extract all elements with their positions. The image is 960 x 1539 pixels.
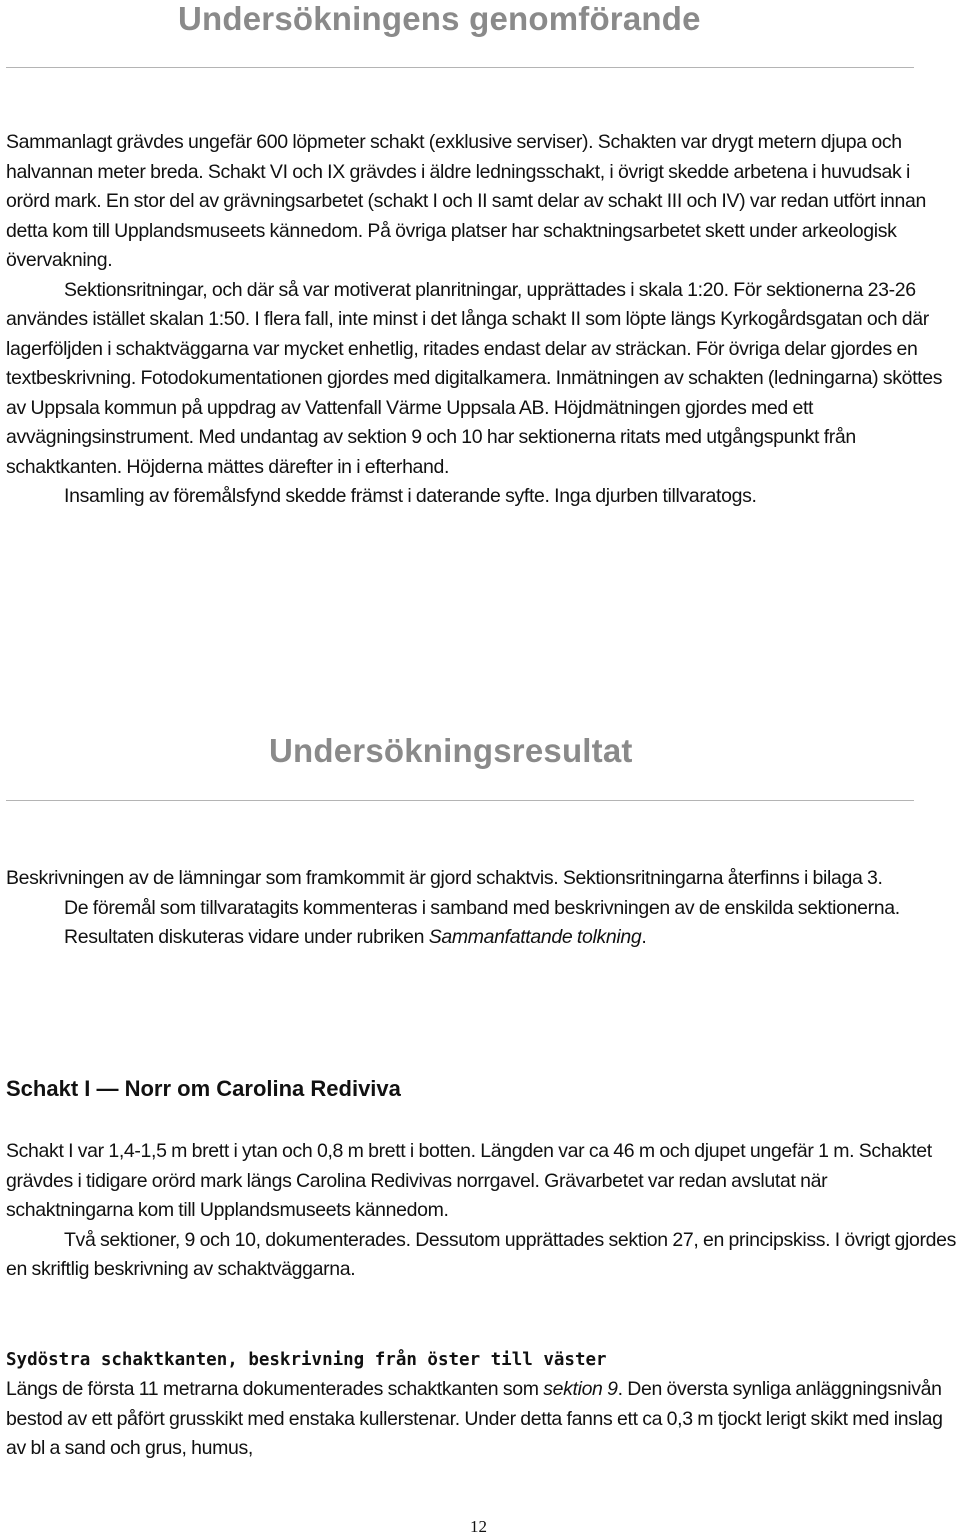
- paragraph: [6, 1375, 958, 1464]
- page-number: 12: [470, 1517, 487, 1536]
- paragraph: Insamling av föremålsfynd skedde främst i daterande syfte. Inga djurben tillvaratogs.: [64, 485, 757, 507]
- paragraph: Två sektioner, 9 och 10, dokumenterades. Dessutom upprättades sektion 27, en principskiss. I övrigt gjordes en skriftlig beskrivning av schaktväggarna.: [6, 1228, 957, 1280]
- paragraph: Schakt I var 1,4-1,5 m brett i ytan och 0,8 m brett i botten. Längden var ca 46 m och djupet ungefär 1 m. Schaktet grävdes i tidigare orörd mark längs Carolina Redivivas norrgavel. Grävarbetet var redan avslutat när schaktningarna kom till Upplandsmuseets kännedom.: [6, 1140, 932, 1221]
- paragraph: De föremål som tillvaratagits kommenteras i samband med beskrivningen av de enskilda sektionerna.: [64, 896, 900, 919]
- paragraph-text: Längs de första 11 metrarna dokumenterades schaktkanten som: [6, 1378, 544, 1400]
- resultat-body: [6, 864, 958, 953]
- section-reference: sektion 9: [543, 1378, 618, 1400]
- subsection-heading-schakt-1: Schakt I — Norr om Carolina Rediviva: [6, 1076, 401, 1101]
- heading-divider: [6, 800, 914, 801]
- paragraph-text: Resultaten diskuteras vidare under rubriken: [64, 926, 429, 948]
- sydostra-body: [6, 1375, 958, 1464]
- paragraph: Beskrivningen av de lämningar som framkommit är gjord schaktvis. Sektionsritningarna återfinns i bilaga 3.: [6, 867, 883, 889]
- paragraph: Sektionsritningar, och där så var motiverat planritningar, upprättades i skala 1:20. För sektionerna 23-26 användes istället skalan 1:50. I flera fall, inte minst i det långa schakt II som löpte längs Kyrkogårdsgatan och där lagerföljden i schaktväggarna var mycket enhetlig, ritades endast delar av sträckan. För övriga delar gjordes en textbeskrivning. Fotodokumentationen gjordes med digitalkamera. Inmätningen av schakten (ledningarna) sköttes av Uppsala kommun på uppdrag av Vattenfall Värme Uppsala AB. Höjdmätningen gjordes med ett avvägningsinstrument. Med undantag av sektion 9 och 10 har sektionerna ritats med utgångspunkt från schaktkanten. Höjderna mättes därefter in i efterhand.: [6, 278, 943, 478]
- section-heading-genomforande: Undersökningens genomförande: [178, 0, 701, 37]
- paragraph-text: . Den översta synliga anläggningsnivån bestod av ett påfört grusskikt med enstaka kullerstenar. Under detta fanns ett ca 0,3 m tjockt lerigt skikt med inslag av bl a sand och grus, humus,: [6, 1378, 943, 1459]
- minor-heading-sydostra: Sydöstra schaktkanten, beskrivning från öster till väster: [6, 1350, 607, 1370]
- schakt-1-body: [6, 1137, 958, 1285]
- section-heading-resultat: Undersökningsresultat: [269, 732, 633, 769]
- reference-title: Sammanfattande tolkning: [428, 926, 642, 948]
- paragraph: [6, 923, 958, 953]
- heading-divider: [6, 67, 914, 68]
- paragraph-text: .: [641, 926, 647, 948]
- paragraph: Sammanlagt grävdes ungefär 600 löpmeter schakt (exklusive serviser). Schakten var drygt metern djupa och halvannan meter breda. Schakt VI och IX grävdes i äldre ledningsschakt, i övrigt skedde arbetena i huvudsak i orörd mark. En stor del av grävningsarbetet (schakt I och II samt delar av schakt III och IV) var redan utfört innan detta kom till Upplandsmuseets kännedom. På övriga platser har schaktningsarbetet skett under arkeologisk övervakning.: [6, 131, 927, 271]
- genomforande-body: [6, 128, 958, 512]
